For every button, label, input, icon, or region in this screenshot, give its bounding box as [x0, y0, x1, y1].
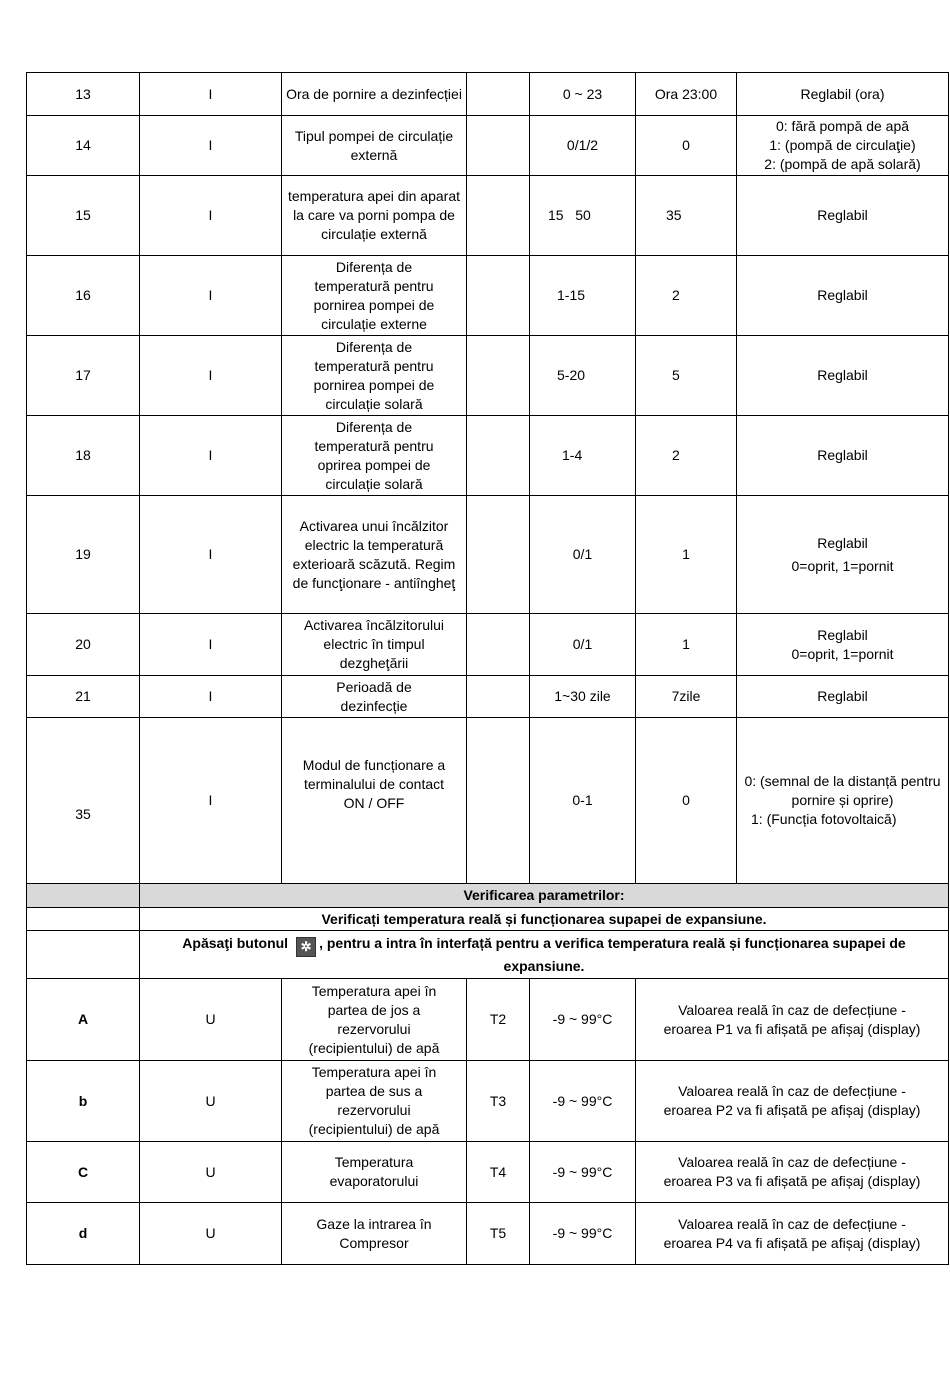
- param-note: Reglabil: [737, 176, 949, 256]
- section-instruction-row: [27, 931, 949, 979]
- check-id: d: [27, 1203, 140, 1265]
- param-number: 19: [27, 496, 140, 614]
- param-level: I: [140, 416, 282, 496]
- param-range: 0/1: [530, 496, 636, 614]
- check-description: Gaze la intrarea în Compresor: [282, 1203, 467, 1265]
- param-range: 1~30 zile: [530, 676, 636, 718]
- table-row: [27, 1061, 949, 1142]
- param-default: 1: [636, 614, 737, 676]
- param-default: 7zile: [636, 676, 737, 718]
- check-range: -9 ~ 99°C: [530, 1142, 636, 1203]
- param-range: 1-4: [530, 416, 636, 496]
- section-header-row: [27, 884, 949, 908]
- table-row: [27, 336, 949, 416]
- instruction-suffix: , pentru a intra în interfață pentru a verifica temperatura reală și funcționarea supapei de expansiune.: [319, 934, 906, 974]
- param-default: 0: [636, 116, 737, 176]
- param-code: [467, 116, 530, 176]
- table-row: [27, 176, 949, 256]
- param-number: 17: [27, 336, 140, 416]
- check-note: Valoarea reală în caz de defecțiune - eroarea P4 va fi afișată pe afișaj (display): [636, 1203, 949, 1265]
- param-level: I: [140, 676, 282, 718]
- check-id: b: [27, 1061, 140, 1142]
- param-number: 15: [27, 176, 140, 256]
- check-sensor: T5: [467, 1203, 530, 1265]
- param-code: [467, 336, 530, 416]
- table-row: [27, 1142, 949, 1203]
- check-range: -9 ~ 99°C: [530, 1203, 636, 1265]
- param-number: 16: [27, 256, 140, 336]
- param-description: Perioadă de dezinfecție: [282, 676, 467, 718]
- param-description: Activarea unui încălzitor electric la temperatură exterioară scăzută. Regim de funcţionare - antiîngheţ: [282, 496, 467, 614]
- table-row: [27, 1203, 949, 1265]
- param-description: [282, 718, 467, 884]
- param-number: 13: [27, 73, 140, 116]
- param-note: [737, 718, 949, 884]
- table-row: [27, 979, 949, 1061]
- section-instruction-blank: [27, 931, 140, 979]
- param-note: Reglabil: [737, 676, 949, 718]
- instruction-prefix: Apăsaţi butonul: [182, 934, 289, 951]
- check-sensor: T3: [467, 1061, 530, 1142]
- check-level: U: [140, 1203, 282, 1265]
- param-number-text: 35: [75, 806, 91, 822]
- param-range: 0/1/2: [530, 116, 636, 176]
- settings-button-icon: ✲: [296, 937, 316, 957]
- check-description: Temperatura evaporatorului: [282, 1142, 467, 1203]
- note-option-1: 1: (Funcția fotovoltaică): [751, 811, 897, 827]
- table-row: [27, 256, 949, 336]
- param-number: 20: [27, 614, 140, 676]
- param-range: 15 50: [530, 176, 636, 256]
- check-description: Temperatura apei în partea de jos a rezervorului (recipientului) de apă: [282, 979, 467, 1061]
- param-description: Diferența de temperatură pentru oprirea pompei de circulație solară: [282, 416, 467, 496]
- param-code: [467, 718, 530, 884]
- param-code: [467, 176, 530, 256]
- param-code: [467, 496, 530, 614]
- param-default: 2: [636, 416, 737, 496]
- table-row: [27, 718, 949, 884]
- section-instruction: [140, 931, 949, 979]
- table-row: [27, 73, 949, 116]
- param-default: 0: [636, 718, 737, 884]
- check-sensor: T2: [467, 979, 530, 1061]
- note-values: 0=oprit, 1=pornit: [791, 557, 894, 574]
- check-id: A: [27, 979, 140, 1061]
- param-note: Reglabil: [737, 416, 949, 496]
- section-subtitle: Verificați temperatura reală și funcționarea supapei de expansiune.: [140, 908, 949, 931]
- check-id: C: [27, 1142, 140, 1203]
- param-note: Reglabil 0=oprit, 1=pornit: [737, 614, 949, 676]
- param-range: 0 ~ 23: [530, 73, 636, 116]
- check-note: Valoarea reală în caz de defecțiune - eroarea P1 va fi afișată pe afișaj (display): [636, 979, 949, 1061]
- param-level: I: [140, 496, 282, 614]
- param-description: temperatura apei din aparat la care va porni pompa de circulație externă: [282, 176, 467, 256]
- param-default: 2: [636, 256, 737, 336]
- table-row: [27, 496, 949, 614]
- param-number: 14: [27, 116, 140, 176]
- table-row: [27, 614, 949, 676]
- param-description: Diferența de temperatură pentru pornirea pompei de circulație solară: [282, 336, 467, 416]
- table-row: [27, 416, 949, 496]
- param-description: Tipul pompei de circulație externă: [282, 116, 467, 176]
- table-row: [27, 676, 949, 718]
- check-range: -9 ~ 99°C: [530, 979, 636, 1061]
- param-note: Reglabil: [737, 336, 949, 416]
- check-note: Valoarea reală în caz de defecțiune - eroarea P2 va fi afișată pe afișaj (display): [636, 1061, 949, 1142]
- param-code: [467, 256, 530, 336]
- param-default: 1: [636, 496, 737, 614]
- param-range: 5-20: [530, 336, 636, 416]
- param-range: 1-15: [530, 256, 636, 336]
- param-level: I: [140, 336, 282, 416]
- check-level: U: [140, 979, 282, 1061]
- param-note: [737, 496, 949, 614]
- note-title: Reglabil: [817, 534, 868, 551]
- check-note: Valoarea reală în caz de defecțiune - eroarea P3 va fi afișată pe afișaj (display): [636, 1142, 949, 1203]
- check-level: U: [140, 1061, 282, 1142]
- parameters-table: [26, 72, 949, 1265]
- param-code: [467, 73, 530, 116]
- param-code: [467, 416, 530, 496]
- param-default: Ora 23:00: [636, 73, 737, 116]
- param-description: Activarea încălzitorului electric în timpul dezgheţării: [282, 614, 467, 676]
- param-level: I: [140, 614, 282, 676]
- param-note: 0: fără pompă de apă 1: (pompă de circulaţie) 2: (pompă de apă solară): [737, 116, 949, 176]
- param-code: [467, 676, 530, 718]
- param-note: Reglabil: [737, 256, 949, 336]
- param-range: 0/1: [530, 614, 636, 676]
- param-number: 21: [27, 676, 140, 718]
- section-header-blank: [27, 884, 140, 908]
- param-range: 0-1: [530, 718, 636, 884]
- param-default: 35: [636, 176, 737, 256]
- param-level: I: [140, 718, 282, 884]
- section-subtitle-blank: [27, 908, 140, 931]
- section-subtitle-row: [27, 908, 949, 931]
- check-range: -9 ~ 99°C: [530, 1061, 636, 1142]
- check-level: U: [140, 1142, 282, 1203]
- check-sensor: T4: [467, 1142, 530, 1203]
- param-level: I: [140, 176, 282, 256]
- param-number: [27, 718, 140, 884]
- param-default: 5: [636, 336, 737, 416]
- param-description: Diferența de temperatură pentru pornirea pompei de circulație externe: [282, 256, 467, 336]
- check-description: Temperatura apei în partea de sus a rezervorului (recipientului) de apă: [282, 1061, 467, 1142]
- note-option-0: 0: (semnal de la distanță pentru pornire și oprire): [744, 773, 941, 808]
- section-title: Verificarea parametrilor:: [140, 884, 949, 908]
- param-description-text: Modul de funcționare a terminalului de contact ON / OFF: [302, 757, 446, 811]
- param-level: I: [140, 116, 282, 176]
- param-level: I: [140, 73, 282, 116]
- param-description: Ora de pornire a dezinfecției: [282, 73, 467, 116]
- param-code: [467, 614, 530, 676]
- param-number: 18: [27, 416, 140, 496]
- table-row: [27, 116, 949, 176]
- param-note: Reglabil (ora): [737, 73, 949, 116]
- param-level: I: [140, 256, 282, 336]
